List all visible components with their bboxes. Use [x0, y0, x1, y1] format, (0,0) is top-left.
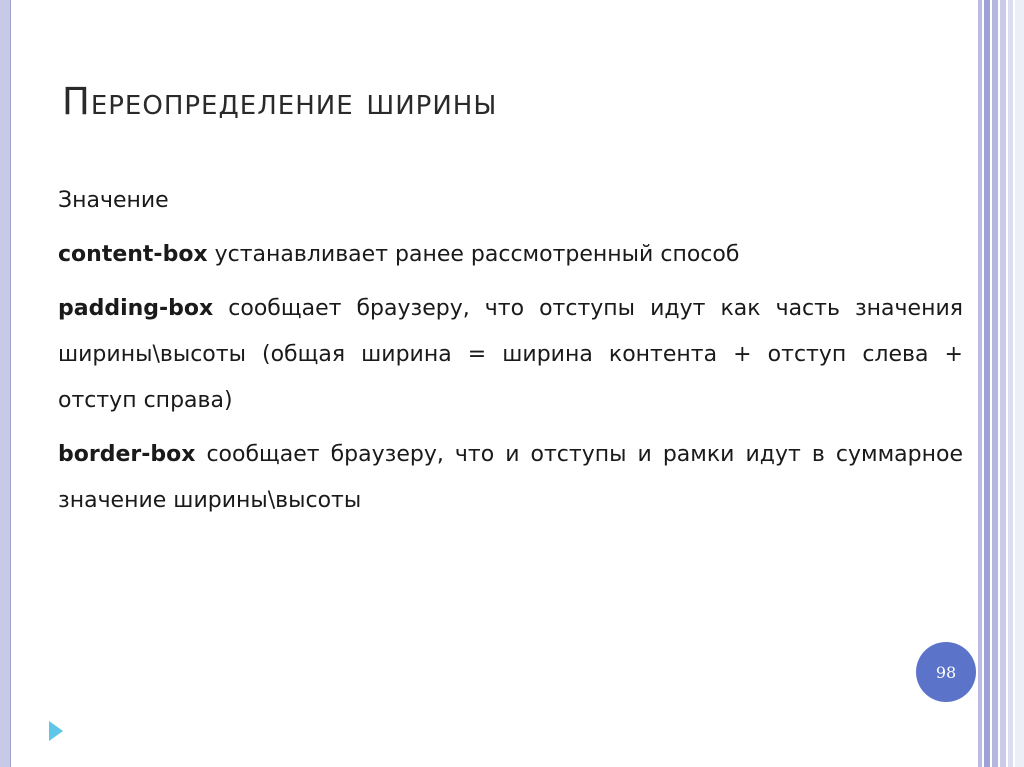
term-border-box: border-box	[58, 442, 196, 467]
paragraph-padding-box	[58, 286, 963, 424]
right-stripe-1	[978, 0, 982, 767]
right-stripe-2	[984, 0, 990, 767]
paragraph-intro	[58, 178, 963, 224]
paragraph-border-box	[58, 432, 963, 524]
paragraph-text: устанавливает ранее рассмотренный способ	[207, 242, 740, 267]
paragraph-text: Значение	[58, 188, 169, 213]
right-stripe-3	[992, 0, 998, 767]
page-number-badge: 98	[916, 642, 976, 702]
right-stripe-5	[1008, 0, 1013, 767]
term-content-box: content-box	[58, 242, 208, 267]
term-padding-box: padding-box	[58, 296, 214, 321]
left-border-line	[10, 0, 11, 767]
paragraph-content-box	[58, 232, 963, 278]
paragraph-text: сообщает браузеру, что отступы идут как часть значения ширины\высоты (общая ширина = ширина контента + отступ слева + отступ справа)	[58, 296, 963, 413]
right-stripe-6	[1015, 0, 1024, 767]
paragraph-text: сообщает браузеру, что и отступы и рамки идут в суммарное значение ширины\высоты	[58, 442, 963, 513]
slide-body	[58, 178, 963, 532]
triangle-right-icon[interactable]	[49, 721, 63, 741]
left-border-decoration	[0, 0, 10, 767]
right-stripe-4	[1000, 0, 1006, 767]
slide-title: Переопределение ширины	[62, 80, 498, 123]
